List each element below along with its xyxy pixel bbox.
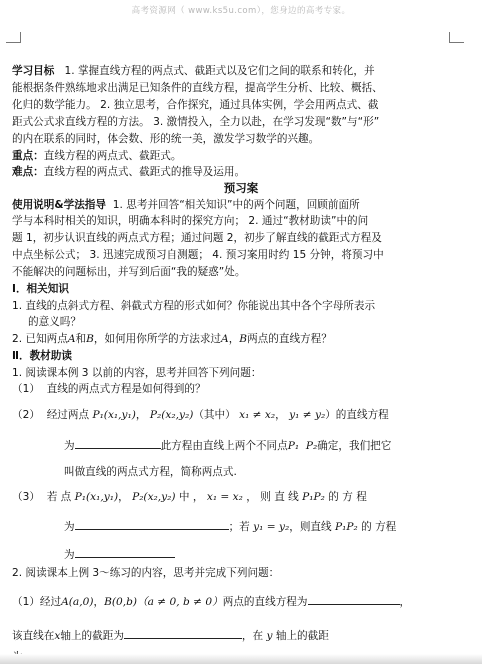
- section2-q1-3-line3: [64, 546, 470, 562]
- q2-1-line2-pre: 该直线在: [12, 630, 55, 642]
- page-bottom-shadow: [0, 654, 482, 664]
- section2-q1-3-line1: [12, 490, 470, 504]
- line-p1p2-2: P₁P₂: [334, 521, 358, 533]
- section2-q2-intro: 2. 阅读课本上例 3～练习的内容，思考并完成下列问题：: [12, 567, 280, 579]
- point-p1: P₁(x₁,y₁): [92, 409, 136, 421]
- section1-q2: [12, 332, 470, 346]
- point-p2-label: P₂: [305, 440, 318, 452]
- q2-1-comma: ，: [93, 596, 105, 608]
- margin-corner-mark-right: [449, 32, 464, 43]
- y-axis-var: y: [266, 630, 273, 642]
- difficulty: [12, 165, 470, 179]
- q1-3-cond: x₁ = x₂: [206, 491, 243, 503]
- q1-2-cond-label: （其中）: [193, 409, 236, 421]
- q1-2-line2-pre: 为: [64, 440, 75, 452]
- objective-label: 学习目标: [12, 65, 55, 77]
- q1-3-pre: 若 点: [46, 491, 72, 503]
- q2-mid: ，如何用你所学的方法求过: [93, 333, 222, 345]
- instructions-text-3: 题 1，初步认识直线的两点式方程；通过问题 2，初步了解直线的截距式方程及: [12, 232, 382, 244]
- instructions-text-4: 中点坐标公式； 3. 迅速完成预习自测题； 4. 预习案用时约 15 分钟，将预习中: [12, 249, 384, 261]
- q2-post: 两点的直线方程？: [247, 333, 332, 345]
- q1-1-text: 直线的两点式方程是如何得到的？: [46, 383, 206, 395]
- difficulty-label: 难点：: [12, 166, 44, 178]
- key-point-text: 直线方程的两点式、截距式。: [43, 150, 182, 162]
- point-a: A: [67, 333, 76, 345]
- difficulty-text: 直线方程的两点式、截距式的推导及运用。: [43, 166, 246, 178]
- instructions-text-2: 学与本科时相关的知识，明确本科时的探究方向； 2. 通过“教材助读”中的问: [12, 215, 369, 227]
- objective-text-4: 距式公式求直线方程的方法。 3. 激情投入，全力以赴，在学习发现“数”与“形”: [12, 116, 380, 128]
- q1-3-line2-mid: ；若: [228, 521, 250, 533]
- point-p2: P₂(x₂,y₂): [149, 409, 194, 421]
- section1-title: Ⅰ．相关知识: [12, 283, 69, 295]
- objective-line-1: [12, 64, 470, 78]
- instructions-text-5: 不能解决的问题标出，并写到后面“我的疑惑”处。: [12, 266, 246, 278]
- q2-1-line2-mid: 轴上的截距为: [60, 630, 124, 642]
- point-b-intercept: B(0,b): [104, 596, 138, 608]
- q1-1-num: （1）: [12, 383, 40, 395]
- key-point: [12, 149, 470, 163]
- point-a-2: A: [221, 333, 229, 345]
- preview-title: 预习案: [223, 181, 259, 195]
- q2-comma: ，: [228, 333, 240, 345]
- q2-1-post: 两点的直线方程为: [222, 596, 308, 608]
- header-watermark: 高考资源网（ www.ks5u.com），您身边的高考专家。: [131, 6, 351, 16]
- section1-q1-num: 1.: [12, 300, 23, 312]
- q1-2-line2-mid: 此方程由直线上两个不同点: [160, 440, 288, 452]
- section2-q1-3-line2: [64, 518, 470, 534]
- section2-q1-intro: 1. 阅读课本例 3 以前的内容，思考并回答下列问题：: [12, 367, 262, 379]
- instructions-text-1: 1. 思考并回答“相关知识”中的两个问题，回顾前面所: [112, 199, 360, 211]
- section2-q1-2-line3: 叫做直线的两点式方程，简称两点式.: [64, 466, 237, 478]
- q2-1-cond: （a ≠ 0, b ≠ 0）: [137, 596, 223, 608]
- q1-3-comma: ，: [118, 491, 129, 503]
- q1-3-line2-pre: 为: [64, 521, 75, 533]
- answer-blank-two-point-form[interactable]: [75, 437, 161, 449]
- q1-3-point-p2: P₂(x₂,y₂): [132, 491, 176, 503]
- q1-2-line2-post: 确定，我们把它: [317, 440, 392, 452]
- point-p1-label: P₁: [287, 440, 300, 452]
- objective-text-3: 化归的数学能力。 2. 独立思考，合作探究，通过具体实例，学会用两点式、截: [12, 99, 379, 111]
- margin-corner-mark-left: [6, 32, 21, 43]
- answer-blank-horizontal-line[interactable]: [75, 546, 175, 558]
- q1-3-mid: 中 ，: [178, 491, 204, 503]
- section2-q1-2-line2: [64, 437, 470, 453]
- q2-1-num: （1）经过: [12, 596, 62, 608]
- instructions-label: 使用说明&学法指导: [12, 199, 106, 211]
- objective-text-1: 1. 掌握直线方程的两点式、截距式以及它们之间的联系和转化，并: [64, 65, 375, 77]
- key-point-label: 重点：: [12, 150, 44, 162]
- section2-q1-2-line1: [12, 408, 470, 422]
- section2-q1-1: [12, 382, 470, 396]
- q1-3-line2-end: 的 方程: [361, 521, 397, 533]
- q1-3-line2-post: ，则直线: [289, 521, 332, 533]
- q1-2-cond1: x₁ ≠ x₂: [239, 409, 276, 421]
- q1-3-post: ， 则 直 线: [246, 491, 299, 503]
- line-p1p2: P₁P₂: [302, 491, 325, 503]
- q1-2-cond-sep: ，: [275, 409, 286, 421]
- q1-3-line3-pre: 为: [64, 549, 75, 561]
- answer-blank-x-intercept[interactable]: [124, 627, 242, 639]
- section2-q2-1-line2: [12, 627, 470, 643]
- q1-2-pre: 经过两点: [46, 409, 90, 421]
- section1-q1-line2: 的意义吗？: [28, 316, 81, 328]
- point-b-2: B: [239, 333, 248, 345]
- answer-blank-intercept-form[interactable]: [308, 593, 400, 605]
- q2-1-end: ，: [399, 596, 411, 608]
- section1-q2-num: 2.: [12, 333, 23, 345]
- objective-text-5: 的内在联系的同时，体会数、形的统一美，激发学习数学的兴趣。: [12, 133, 320, 145]
- q1-2-comma: ，: [135, 409, 147, 421]
- q2-1-line2-mid2: ，在: [241, 630, 264, 642]
- q1-3-point-p1: P₁(x₁,y₁): [74, 491, 119, 503]
- x-axis-var: x: [54, 630, 61, 642]
- section1-q1-text: 直线的点斜式方程、斜截式方程的形式如何？你能说出其中各个字母所表示: [25, 300, 376, 312]
- objective-text-2: 能根据条件熟练地求出满足已知条件的直线方程，提高学生分析、比较、概括、: [12, 82, 383, 94]
- q2-and: 和: [75, 333, 87, 345]
- section1-q1-line1: [12, 299, 470, 313]
- answer-blank-vertical-line[interactable]: [75, 518, 229, 530]
- point-b: B: [86, 333, 94, 345]
- q1-2-cond2: y₁ ≠ y₂: [289, 409, 326, 421]
- q1-2-num: （2）: [12, 409, 40, 421]
- point-a-intercept: A(a,0): [61, 596, 94, 608]
- q1-3-num: （3）: [12, 491, 40, 503]
- section2-q2-1-line1: [12, 593, 470, 609]
- q2-1-line2-post: 轴上的截距: [275, 630, 329, 642]
- q1-2-post: ）的直线方程: [325, 409, 389, 421]
- section2-title: Ⅱ．教材助读: [12, 350, 72, 362]
- instructions-line-1: [12, 198, 470, 212]
- q1-3-post2: 的 方 程: [328, 491, 367, 503]
- q2-pre: 已知两点: [25, 333, 68, 345]
- q1-3-cond2: y₁ = y₂: [253, 521, 290, 533]
